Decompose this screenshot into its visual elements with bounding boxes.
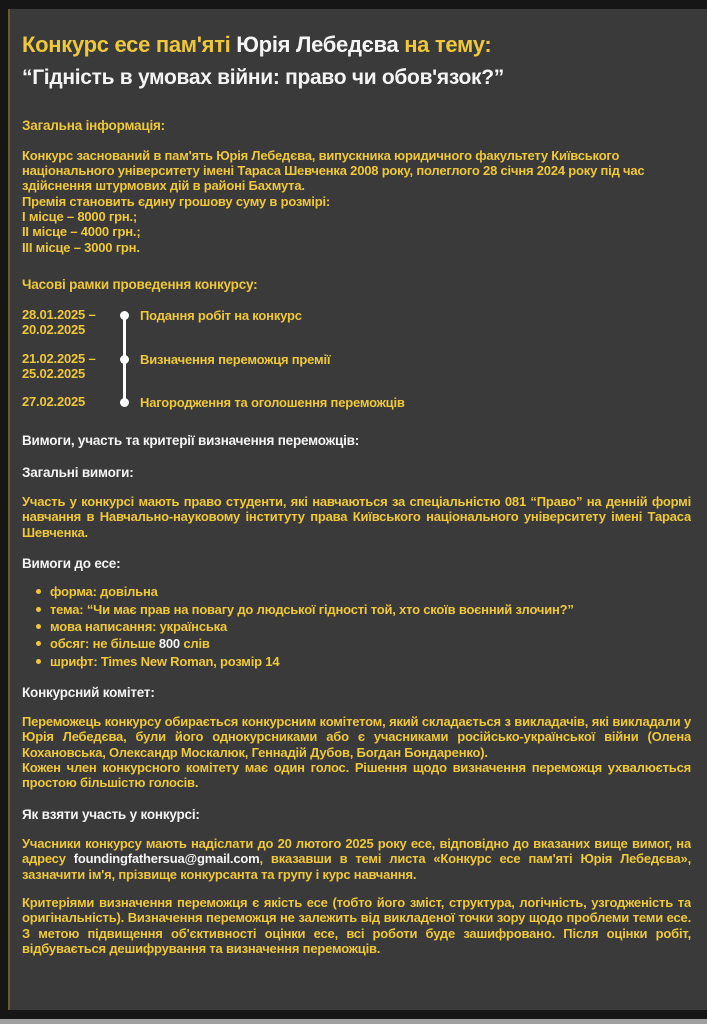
general-requirements-text: Участь у конкурсі мають право студенти, які навчаються за спеціальністю 081 “Право” на денній формі навчання в Навчально-науковому інституту права Київського національного університету імені Тараса Шевченка. xyxy=(22,494,691,540)
timeline-item-submission xyxy=(22,307,691,338)
title-segment-name: Юрія Лебедєва xyxy=(236,32,399,57)
bullet-icon xyxy=(36,607,41,612)
essay-requirement-font: шрифт: Times New Roman, розмір 14 xyxy=(36,654,691,669)
bullet-icon xyxy=(36,641,41,646)
essay-requirement-language: мова написання: українська xyxy=(36,619,691,634)
contact-email: foundingfathersua@gmail.com xyxy=(73,851,260,867)
essay-requirement-theme: тема: “Чи має прав на повагу до людської гідності той, хто скоїв воєнний злочин?” xyxy=(36,602,691,617)
criteria-text: Критеріями визначення переможця є якість есе (тобто його зміст, структура, логічність, узгодженість та оригінальність). Визначення переможця не залежить від викладеної точки зору щодо проблеми теми есе. З метою підвищення об'єктивності оцінки есе, всі роботи буде зашифровано. Після оцінки робіт, відбувається дешифрування та визначення переможців. xyxy=(22,894,691,956)
page-subtitle: “Гідність в умовах війни: право чи обов'язок?” xyxy=(22,66,504,90)
bottom-edge-strip xyxy=(0,1019,707,1024)
subsection-heading-essay-requirements: Вимоги до есе: xyxy=(22,556,121,572)
timeline-label: Визначення переможця премії xyxy=(140,351,331,367)
prize-third-place: III місце – 3000 грн. xyxy=(22,239,140,255)
committee-text-1: Переможець конкурсу обирається конкурсним комітетом, який складається з викладачів, які викладали у Юрія Лебедєва, були його однокурсниками або є учасниками російсько-української війни (Олена Кохановська, Олександр Москалюк, Геннадій Дубов, Богдан Бондаренко). xyxy=(22,714,691,760)
timeline-date: 27.02.2025 xyxy=(22,394,86,410)
subsection-heading-general-requirements: Загальні вимоги: xyxy=(22,464,134,480)
left-accent-line xyxy=(8,9,10,1010)
title-segment-competition: Конкурс есе пам'яті xyxy=(22,32,231,57)
timeline-dot xyxy=(120,398,129,407)
timeline-label: Нагородження та оголошення переможців xyxy=(140,395,405,411)
prize-intro-line: Премія становить єдину грошову суму в розмірі: xyxy=(22,193,330,209)
prize-first-place: I місце – 8000 грн.; xyxy=(22,208,138,224)
timeline-item-selection xyxy=(22,351,691,382)
title-segment-topic: на тему: xyxy=(404,32,492,57)
committee-text-2: Кожен член конкурсного комітету має один голос. Рішення щодо визначення переможця ухвалюється простою більшістю голосів. xyxy=(22,760,691,791)
essay-requirements-list xyxy=(22,584,691,669)
bullet-icon xyxy=(36,624,41,629)
essay-requirement-length: обсяг: не більше 800 слів xyxy=(36,636,691,651)
timeline xyxy=(22,307,691,411)
section-heading-general-info: Загальна інформація: xyxy=(22,118,165,134)
poster-content xyxy=(22,0,691,1024)
timeline-item-award xyxy=(22,394,691,410)
bullet-icon xyxy=(36,659,41,664)
general-info-line: Конкурс заснований в пам'ять Юрія Лебедєва, випускника юридичного факультету Київського національного університету імені Тараса Шевченка 2008 року, полеглого 28 січня 2024 року під час здійснення штурмових дій в районі Бахмута. xyxy=(22,147,645,194)
section-heading-committee: Конкурсний комітет: xyxy=(22,684,155,700)
section-heading-participation: Як взяти участь у конкурсі: xyxy=(22,806,200,822)
section-heading-requirements: Вимоги, участь та критерії визначення переможців: xyxy=(22,432,360,448)
timeline-date: 28.01.2025 – 20.02.2025 xyxy=(22,307,96,338)
essay-requirement-form: форма: довільна xyxy=(36,584,691,599)
timeline-date: 21.02.2025 – 25.02.2025 xyxy=(22,350,96,382)
general-info-text xyxy=(22,148,691,255)
timeline-dot xyxy=(120,355,129,364)
prize-second-place: II місце – 4000 грн.; xyxy=(22,224,141,240)
section-heading-timeline: Часові рамки проведення конкурсу: xyxy=(22,276,258,292)
page-title xyxy=(22,32,691,57)
bullet-icon xyxy=(36,589,41,594)
timeline-label: Подання робіт на конкурс xyxy=(140,308,302,324)
participation-text: Учасники конкурсу мають надіслати до 20 лютого 2025 року есе, відповідно до вказаних вище вимог, на адресу foundingfathersua@gmail.com, вказавши в темі листа «Конкурс есе пам'яті Юрія Лебедєва», зазначити ім'я, прізвище конкурсанта та групу і курс навчання. xyxy=(22,835,691,882)
timeline-dot xyxy=(120,311,129,320)
